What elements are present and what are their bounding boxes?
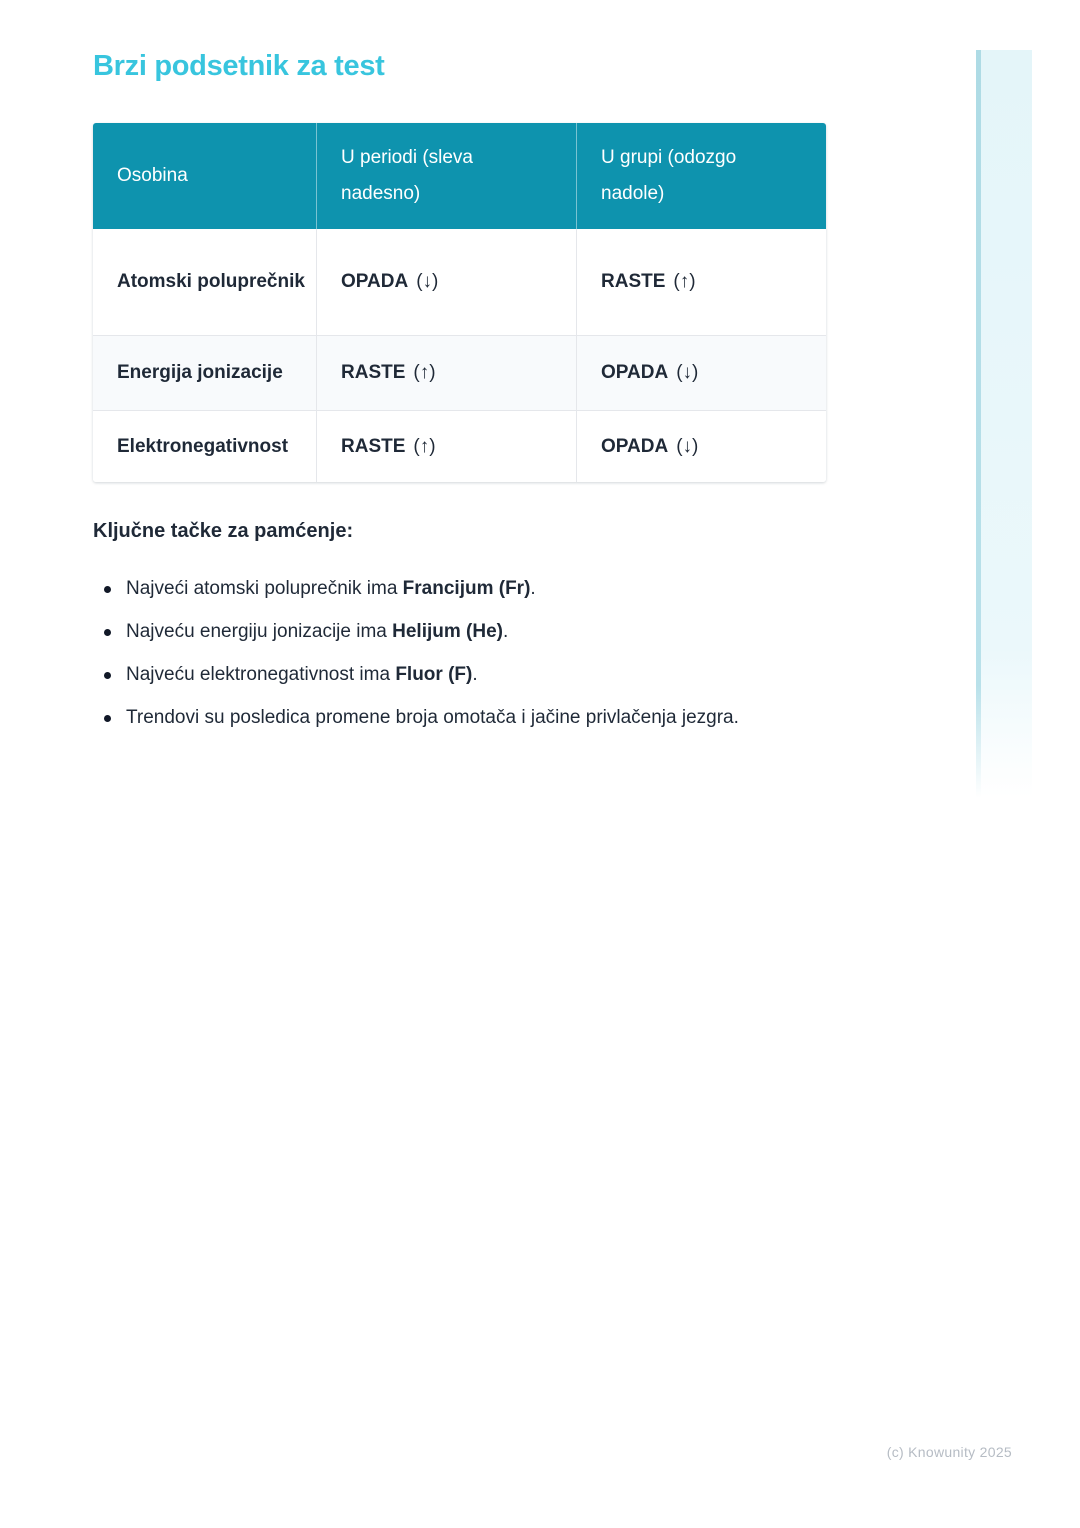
table-cell-property: Atomski poluprečnik: [93, 229, 316, 335]
table-header-period-trend: U periodi (sleva nadesno): [316, 123, 576, 229]
table-header-group-trend: U grupi (odozgo nadole): [576, 123, 826, 229]
table-cell-period-trend: RASTE (↑): [316, 410, 576, 482]
list-item: Najveći atomski poluprečnik ima Francijum (Fr).: [93, 577, 739, 601]
down-arrow-icon: (↓): [676, 362, 699, 383]
table-cell-period-trend: RASTE (↑): [316, 335, 576, 410]
list-item: Najveću elektronegativnost ima Fluor (F).: [93, 663, 739, 687]
page-edge-decoration: [976, 50, 1032, 798]
bullet-icon: [104, 586, 111, 593]
down-arrow-icon: (↓): [416, 271, 439, 292]
up-arrow-icon: (↑): [413, 362, 436, 383]
table-cell-group-trend: OPADA (↓): [576, 335, 826, 410]
periodic-trends-table: [93, 123, 826, 482]
table-cell-property: Energija jonizacije: [93, 335, 316, 410]
decoration-gradient-fill: [981, 50, 1032, 798]
key-points-list: [93, 577, 739, 749]
table-header-property: Osobina: [93, 123, 316, 229]
list-item: Trendovi su posledica promene broja omotača i jačine privlačenja jezgra.: [93, 706, 739, 730]
copyright-footer: (c) Knowunity 2025: [886, 1444, 1012, 1460]
bullet-icon: [104, 629, 111, 636]
table-cell-group-trend: OPADA (↓): [576, 410, 826, 482]
table-cell-property: Elektronegativnost: [93, 410, 316, 482]
down-arrow-icon: (↓): [676, 435, 699, 457]
page-title: Brzi podsetnik za test: [93, 50, 385, 82]
up-arrow-icon: (↑): [413, 435, 436, 457]
up-arrow-icon: (↑): [673, 271, 696, 292]
bullet-icon: [104, 715, 111, 722]
list-item: Najveću energiju jonizacije ima Helijum (He).: [93, 620, 739, 644]
table-cell-period-trend: OPADA (↓): [316, 229, 576, 335]
key-points-heading: Ključne tačke za pamćenje:: [93, 520, 354, 542]
table-cell-group-trend: RASTE (↑): [576, 229, 826, 335]
bullet-icon: [104, 672, 111, 679]
